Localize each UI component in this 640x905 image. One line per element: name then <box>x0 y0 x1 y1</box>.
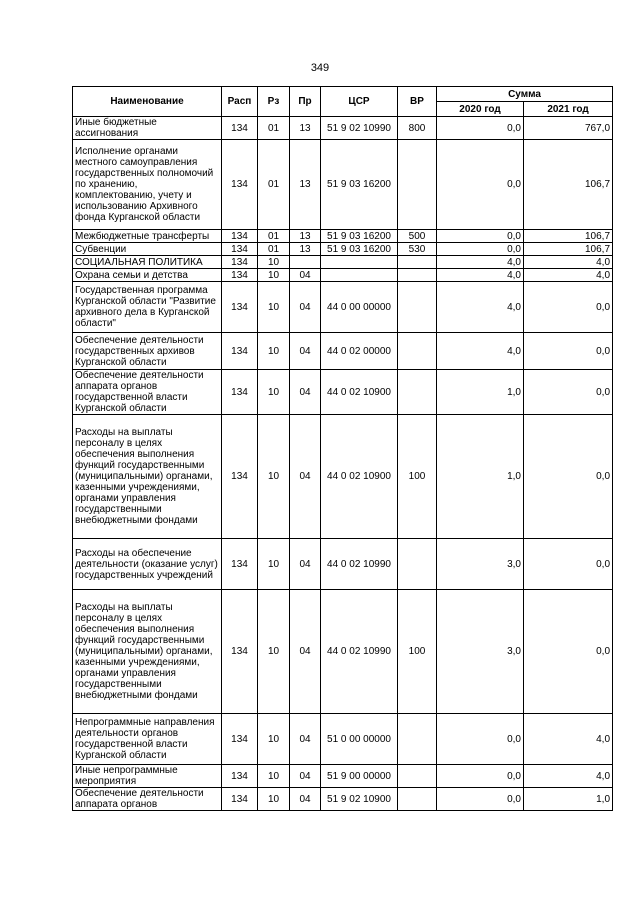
table-row <box>73 788 613 811</box>
cell-2020: 3,0 <box>437 539 524 590</box>
cell-2021: 106,7 <box>524 140 613 230</box>
cell-rz: 01 <box>258 140 290 230</box>
header-sum: Сумма <box>437 87 613 102</box>
cell-vr <box>398 140 437 230</box>
cell-pr: 04 <box>290 333 321 370</box>
table-row <box>73 415 613 539</box>
cell-pr: 13 <box>290 140 321 230</box>
cell-csr: 51 9 00 00000 <box>321 765 398 788</box>
cell-2021: 4,0 <box>524 714 613 765</box>
cell-name: Непрограммные направления деятельности органов государственной власти Курганской области <box>73 714 222 765</box>
table-row <box>73 590 613 714</box>
cell-csr <box>321 256 398 269</box>
cell-rasp: 134 <box>222 714 258 765</box>
cell-vr: 100 <box>398 590 437 714</box>
cell-2021: 0,0 <box>524 370 613 415</box>
cell-rz: 10 <box>258 370 290 415</box>
cell-rz: 10 <box>258 269 290 282</box>
table-row <box>73 282 613 333</box>
cell-rasp: 134 <box>222 370 258 415</box>
cell-name: Расходы на выплаты персоналу в целях обеспечения выполнения функций государственными (муниципальными) органами, казенными учреждениями, органами управления государственными внебюджетными фондами <box>73 590 222 714</box>
cell-csr: 44 0 02 00000 <box>321 333 398 370</box>
cell-csr: 44 0 02 10990 <box>321 539 398 590</box>
cell-name: Государственная программа Курганской области "Развитие архивного дела в Курганской области" <box>73 282 222 333</box>
cell-csr: 44 0 02 10900 <box>321 370 398 415</box>
cell-pr: 04 <box>290 788 321 811</box>
cell-rz: 10 <box>258 256 290 269</box>
budget-table <box>72 86 613 811</box>
table-row <box>73 539 613 590</box>
cell-vr: 100 <box>398 415 437 539</box>
cell-pr: 04 <box>290 269 321 282</box>
page-number: 349 <box>310 62 330 74</box>
cell-csr: 51 9 02 10900 <box>321 788 398 811</box>
cell-2020: 1,0 <box>437 370 524 415</box>
cell-name: Исполнение органами местного самоуправления государственных полномочий по хранению, комплектованию, учету и использованию Архивного фонда Курганской области <box>73 140 222 230</box>
table-row <box>73 269 613 282</box>
cell-2021: 4,0 <box>524 269 613 282</box>
cell-2020: 1,0 <box>437 415 524 539</box>
cell-rz: 10 <box>258 714 290 765</box>
cell-csr: 44 0 00 00000 <box>321 282 398 333</box>
table-row <box>73 370 613 415</box>
cell-pr: 04 <box>290 765 321 788</box>
cell-rasp: 134 <box>222 140 258 230</box>
cell-vr <box>398 282 437 333</box>
cell-csr: 51 9 03 16200 <box>321 230 398 243</box>
cell-name: Межбюджетные трансферты <box>73 230 222 243</box>
cell-pr: 13 <box>290 230 321 243</box>
cell-rz: 10 <box>258 590 290 714</box>
cell-vr: 530 <box>398 243 437 256</box>
cell-pr: 13 <box>290 243 321 256</box>
cell-csr: 44 0 02 10900 <box>321 415 398 539</box>
cell-name: Расходы на обеспечение деятельности (оказание услуг) государственных учреждений <box>73 539 222 590</box>
cell-pr: 04 <box>290 590 321 714</box>
cell-rasp: 134 <box>222 269 258 282</box>
cell-vr <box>398 714 437 765</box>
cell-name: Расходы на выплаты персоналу в целях обеспечения выполнения функций государственными (муниципальными) органами, казенными учреждениями, органами управления государственными внебюджетными фондами <box>73 415 222 539</box>
table-row <box>73 140 613 230</box>
cell-name: Иные бюджетные ассигнования <box>73 117 222 140</box>
cell-vr <box>398 370 437 415</box>
cell-vr <box>398 539 437 590</box>
cell-rz: 10 <box>258 282 290 333</box>
cell-2021: 106,7 <box>524 230 613 243</box>
cell-2021: 0,0 <box>524 282 613 333</box>
cell-rz: 10 <box>258 539 290 590</box>
table-body <box>73 117 613 811</box>
cell-2021: 4,0 <box>524 256 613 269</box>
cell-rz: 01 <box>258 243 290 256</box>
cell-pr <box>290 256 321 269</box>
cell-2020: 0,0 <box>437 117 524 140</box>
cell-2020: 4,0 <box>437 282 524 333</box>
cell-2020: 4,0 <box>437 269 524 282</box>
table-row <box>73 333 613 370</box>
cell-2021: 767,0 <box>524 117 613 140</box>
cell-rasp: 134 <box>222 590 258 714</box>
cell-rasp: 134 <box>222 256 258 269</box>
cell-rz: 10 <box>258 765 290 788</box>
cell-pr: 04 <box>290 415 321 539</box>
header-year-2020: 2020 год <box>437 102 524 117</box>
cell-csr: 51 9 02 10990 <box>321 117 398 140</box>
cell-vr <box>398 788 437 811</box>
cell-2020: 0,0 <box>437 243 524 256</box>
cell-csr: 51 9 03 16200 <box>321 140 398 230</box>
cell-rz: 01 <box>258 230 290 243</box>
table-row <box>73 256 613 269</box>
cell-2020: 0,0 <box>437 140 524 230</box>
header-pr: Пр <box>290 87 321 117</box>
cell-2020: 0,0 <box>437 230 524 243</box>
cell-name: Субвенции <box>73 243 222 256</box>
cell-vr: 500 <box>398 230 437 243</box>
cell-rz: 01 <box>258 117 290 140</box>
header-rz: Рз <box>258 87 290 117</box>
cell-rasp: 134 <box>222 788 258 811</box>
cell-rasp: 134 <box>222 539 258 590</box>
table-row <box>73 243 613 256</box>
header-year-2021: 2021 год <box>524 102 613 117</box>
cell-pr: 04 <box>290 714 321 765</box>
cell-name: СОЦИАЛЬНАЯ ПОЛИТИКА <box>73 256 222 269</box>
cell-2021: 0,0 <box>524 590 613 714</box>
cell-2020: 4,0 <box>437 256 524 269</box>
cell-rasp: 134 <box>222 415 258 539</box>
cell-rasp: 134 <box>222 243 258 256</box>
cell-2021: 0,0 <box>524 333 613 370</box>
cell-rz: 10 <box>258 415 290 539</box>
table-row <box>73 230 613 243</box>
cell-2020: 0,0 <box>437 765 524 788</box>
cell-rasp: 134 <box>222 282 258 333</box>
cell-pr: 13 <box>290 117 321 140</box>
cell-2021: 4,0 <box>524 765 613 788</box>
table-row <box>73 765 613 788</box>
cell-name: Иные непрограммные мероприятия <box>73 765 222 788</box>
cell-csr: 51 9 03 16200 <box>321 243 398 256</box>
header-name: Наименование <box>73 87 222 117</box>
header-csr: ЦСР <box>321 87 398 117</box>
cell-2020: 3,0 <box>437 590 524 714</box>
cell-name: Обеспечение деятельности аппарата органов <box>73 788 222 811</box>
cell-vr <box>398 256 437 269</box>
cell-csr <box>321 269 398 282</box>
cell-rasp: 134 <box>222 117 258 140</box>
cell-csr: 51 0 00 00000 <box>321 714 398 765</box>
cell-2021: 0,0 <box>524 415 613 539</box>
cell-2021: 1,0 <box>524 788 613 811</box>
cell-pr: 04 <box>290 282 321 333</box>
table-row <box>73 117 613 140</box>
cell-2020: 0,0 <box>437 788 524 811</box>
header-vr: ВР <box>398 87 437 117</box>
cell-rasp: 134 <box>222 333 258 370</box>
cell-pr: 04 <box>290 370 321 415</box>
cell-csr: 44 0 02 10990 <box>321 590 398 714</box>
cell-rasp: 134 <box>222 230 258 243</box>
cell-2020: 0,0 <box>437 714 524 765</box>
cell-name: Охрана семьи и детства <box>73 269 222 282</box>
cell-vr <box>398 333 437 370</box>
cell-name: Обеспечение деятельности государственных архивов Курганской области <box>73 333 222 370</box>
header-rasp: Расп <box>222 87 258 117</box>
cell-vr <box>398 765 437 788</box>
table-row <box>73 714 613 765</box>
cell-vr: 800 <box>398 117 437 140</box>
cell-2021: 106,7 <box>524 243 613 256</box>
cell-rasp: 134 <box>222 765 258 788</box>
cell-vr <box>398 269 437 282</box>
cell-rz: 10 <box>258 333 290 370</box>
cell-name: Обеспечение деятельности аппарата органов государственной власти Курганской области <box>73 370 222 415</box>
cell-2020: 4,0 <box>437 333 524 370</box>
cell-2021: 0,0 <box>524 539 613 590</box>
cell-pr: 04 <box>290 539 321 590</box>
cell-rz: 10 <box>258 788 290 811</box>
